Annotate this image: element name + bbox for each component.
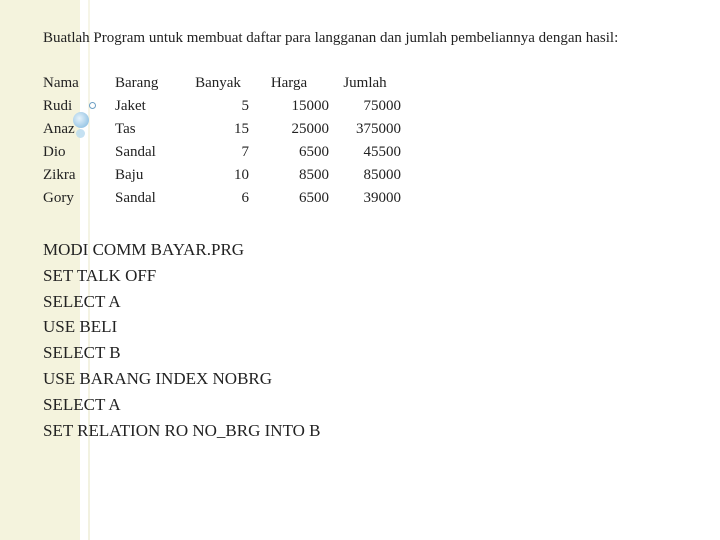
code-line: SELECT A	[43, 394, 121, 414]
cell-harga: 25000	[291, 121, 329, 137]
code-line: MODI COMM BAYAR.PRG	[43, 240, 245, 259]
header-barang: Barang	[115, 75, 159, 91]
cell-banyak: 6	[241, 190, 249, 206]
code-line: SET RELATION RO NO_BRG INTO B	[43, 420, 321, 440]
cell-banyak: 5	[241, 98, 249, 114]
cell-harga: 6500	[299, 190, 329, 206]
header-harga: Harga	[270, 75, 308, 91]
cell-nama: Dio	[43, 144, 66, 160]
header-jumlah: Jumlah	[343, 75, 387, 91]
cell-banyak: 15	[234, 121, 249, 137]
table-row	[43, 141, 401, 164]
code-line: USE BELI	[43, 317, 118, 337]
cell-banyak: 7	[241, 144, 249, 160]
cell-nama: Rudi	[43, 98, 73, 114]
table-header-row	[43, 72, 401, 95]
header-nama: Nama	[43, 75, 79, 91]
cell-barang: Sandal	[115, 144, 156, 160]
cell-barang: Jaket	[115, 98, 146, 114]
cell-banyak: 10	[234, 167, 249, 183]
cell-jumlah: 85000	[363, 167, 401, 183]
header-banyak: Banyak	[195, 75, 241, 91]
cell-jumlah: 375000	[356, 121, 401, 137]
cell-barang: Tas	[115, 121, 136, 137]
cell-jumlah: 45500	[363, 144, 401, 160]
cell-nama: Anaz	[43, 121, 75, 137]
table-row	[43, 118, 401, 141]
table-row	[43, 95, 401, 118]
cell-nama: Gory	[43, 190, 74, 206]
cell-harga: 8500	[299, 167, 329, 183]
cell-harga: 6500	[299, 144, 329, 160]
cell-barang: Sandal	[115, 190, 156, 206]
cell-jumlah: 39000	[363, 190, 401, 206]
table-row	[43, 164, 401, 187]
cell-harga: 15000	[291, 98, 329, 114]
code-line: USE BARANG INDEX NOBRG	[43, 368, 273, 388]
intro-text: Buatlah Program untuk membuat daftar para langganan dan jumlah pembeliannya dengan hasil:	[43, 30, 619, 46]
table-row	[43, 187, 401, 210]
code-line: SELECT A	[43, 291, 121, 311]
code-line: SET TALK OFF	[43, 265, 157, 285]
customer-table	[43, 72, 401, 210]
code-block	[43, 237, 321, 443]
cell-nama: Zikra	[43, 167, 76, 183]
cell-barang: Baju	[115, 167, 144, 183]
code-line: SELECT B	[43, 343, 121, 363]
cell-jumlah: 75000	[363, 98, 401, 114]
